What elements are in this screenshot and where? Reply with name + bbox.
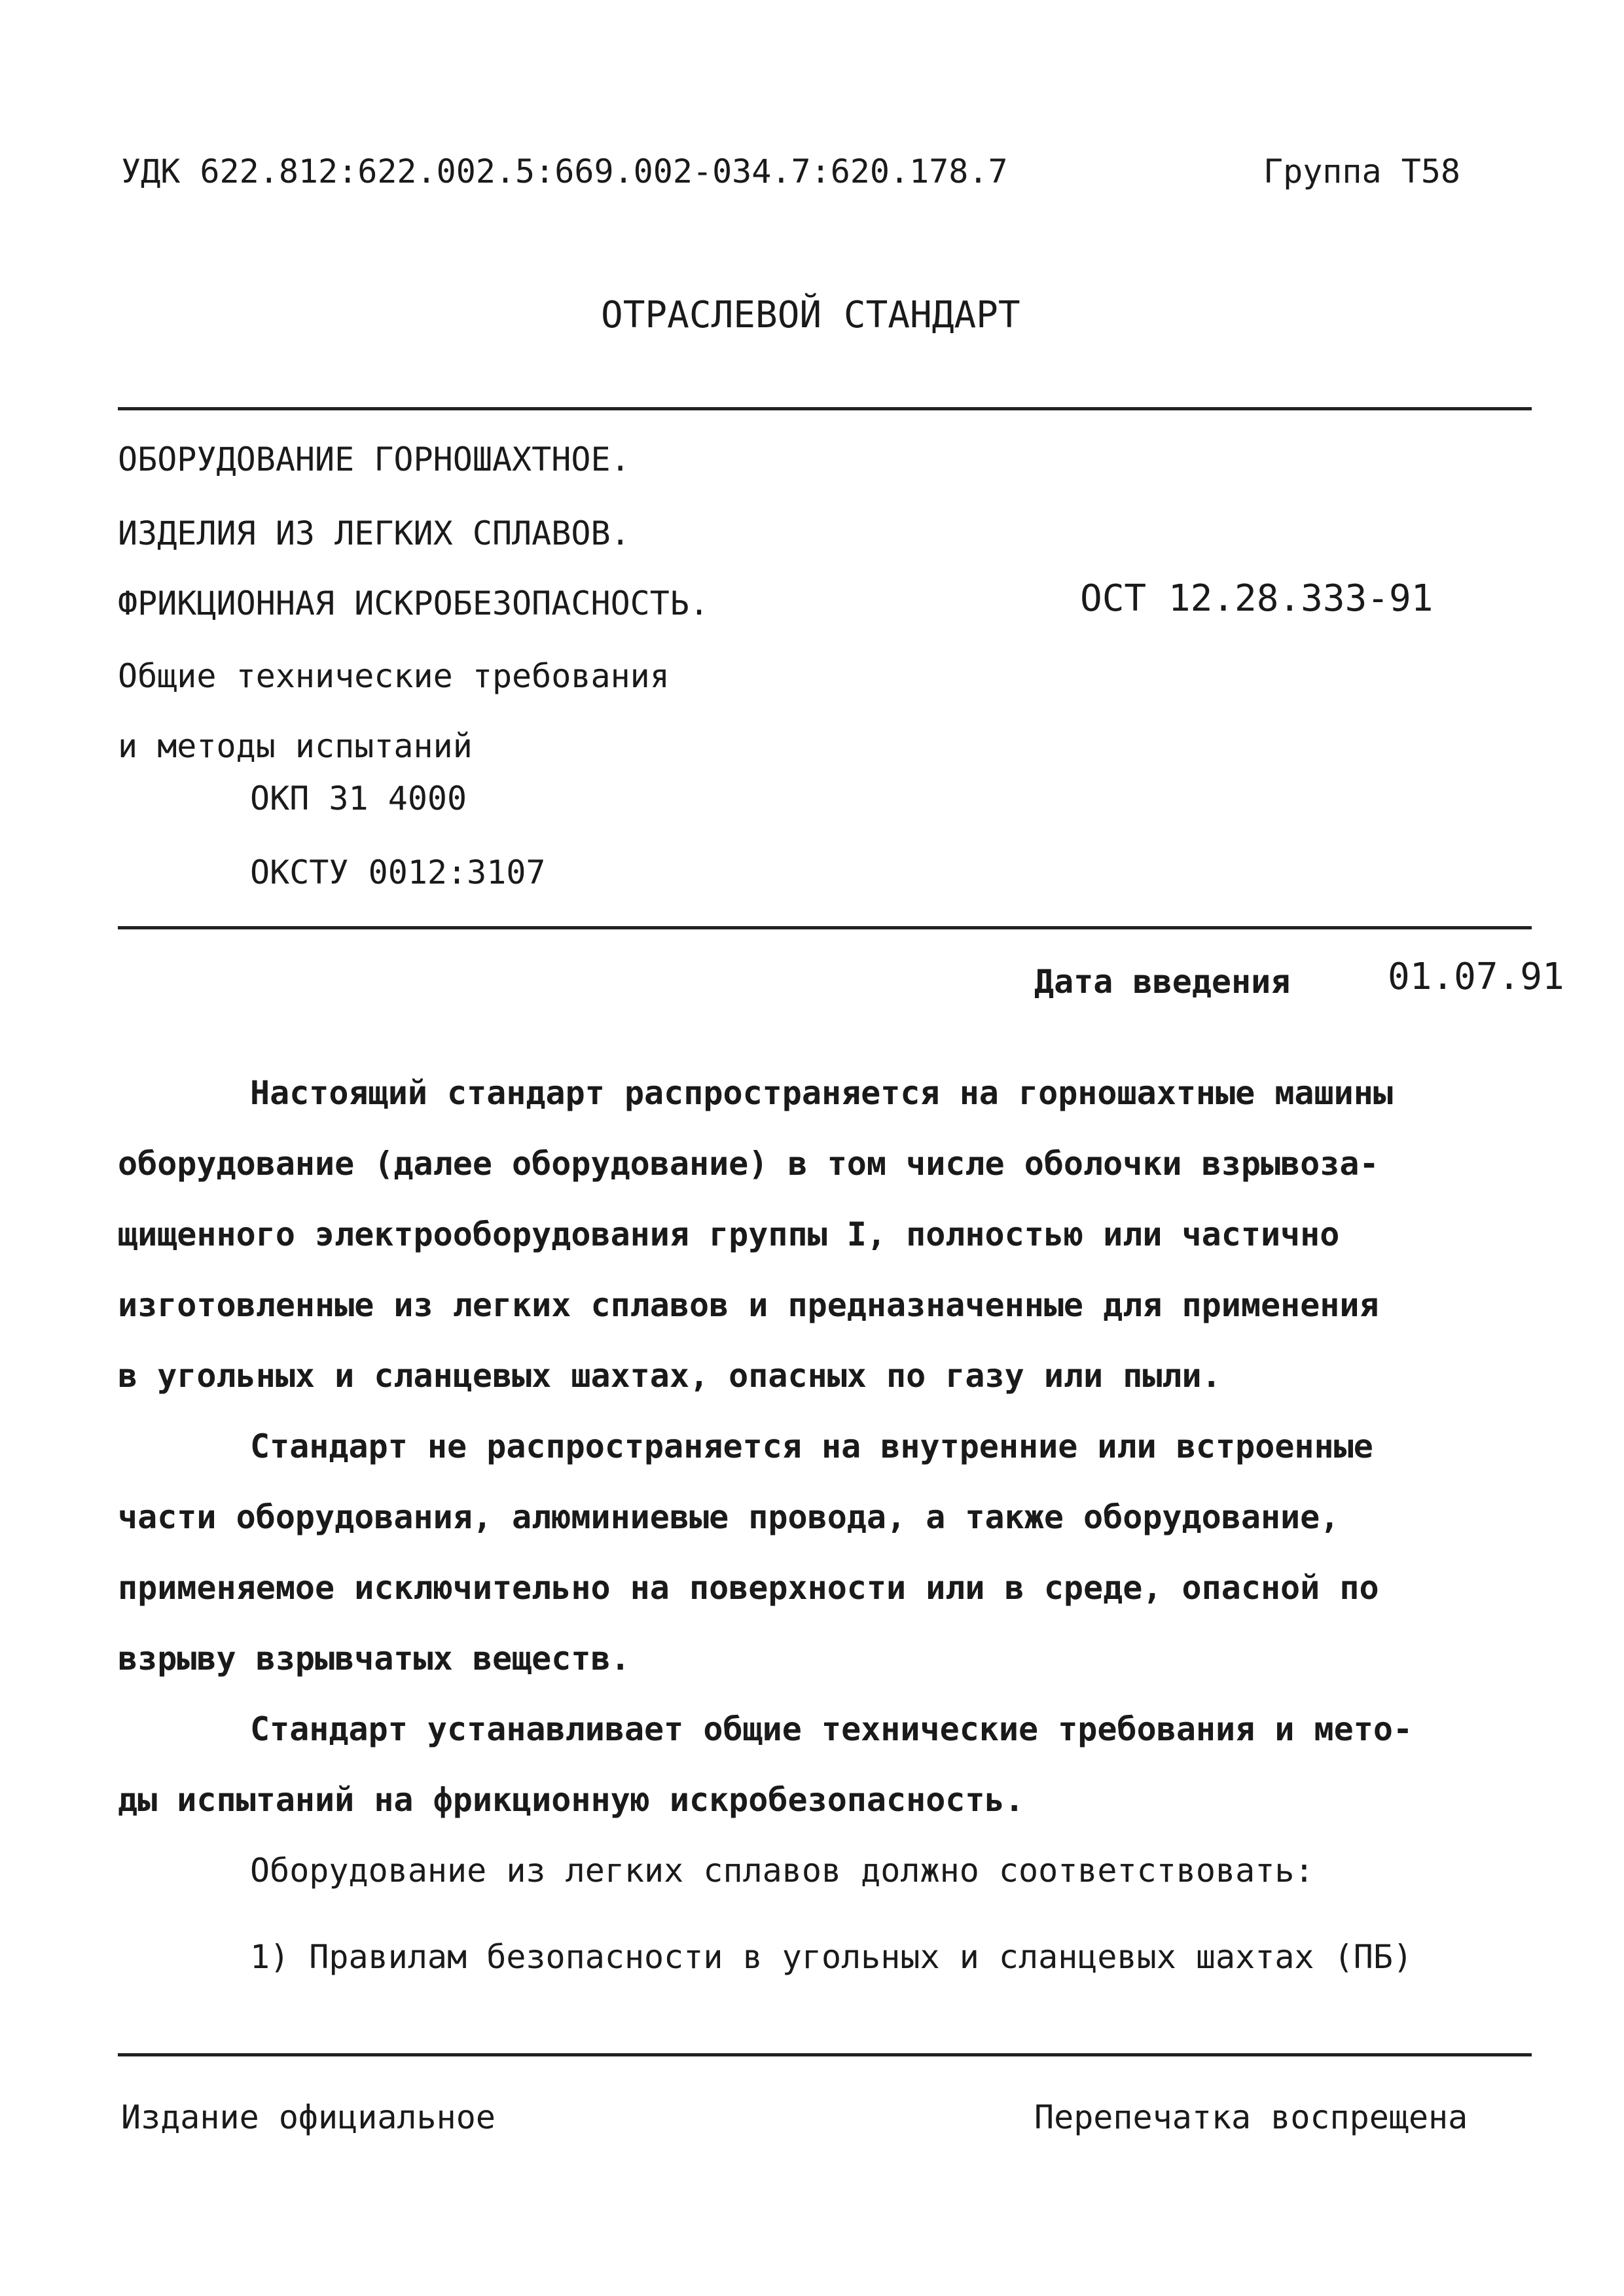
footer-reprint-notice: Перепечатка воспрещена xyxy=(1034,2098,1468,2136)
udk-code: УДК 622.812:622.002.5:669.002-034.7:620.178.7 xyxy=(121,152,1008,190)
group-code: Группа Т58 xyxy=(1263,152,1461,190)
okp-code: ОКП 31 4000 xyxy=(250,780,467,817)
intro-date-value: 01.07.91 xyxy=(1388,956,1564,998)
title-line-3: ФРИКЦИОННАЯ ИСКРОБЕЗОПАСНОСТЬ. xyxy=(118,584,710,622)
ost-number: ОСТ 12.28.333-91 xyxy=(1080,577,1434,620)
body-p2-line-3: применяемое исключительно на поверхности или в среде, опасной по xyxy=(118,1569,1379,1607)
body-p1-line-4: изготовленные из легких сплавов и предназначенные для применения xyxy=(118,1286,1379,1324)
body-p1-line-1: Настоящий стандарт распространяется на горношахтные машины xyxy=(250,1074,1393,1112)
body-p2-line-4: взрыву взрывчатых веществ. xyxy=(118,1640,630,1677)
body-p1-line-2: оборудование (далее оборудование) в том числе оболочки взрывоза- xyxy=(118,1145,1379,1183)
middle-divider xyxy=(118,926,1532,929)
body-p3-line-2: ды испытаний на фрикционную искробезопасность. xyxy=(118,1781,1024,1819)
footer-divider xyxy=(118,2053,1532,2056)
top-divider xyxy=(118,407,1532,410)
body-p3-line-1: Стандарт устанавливает общие технические требования и мето- xyxy=(250,1710,1413,1748)
body-p5: 1) Правилам безопасности в угольных и сланцевых шахтах (ПБ) xyxy=(250,1938,1413,1976)
title-line-1: ОБОРУДОВАНИЕ ГОРНОШАХТНОЕ. xyxy=(118,440,630,478)
body-p1-line-3: щищенного электрооборудования группы I, полностью или частично xyxy=(118,1215,1340,1253)
oksty-code: ОКСТУ 0012:3107 xyxy=(250,853,546,891)
title-line-5: и методы испытаний xyxy=(118,727,473,765)
title-line-4: Общие технические требования xyxy=(118,657,670,695)
body-p1-line-5: в угольных и сланцевых шахтах, опасных по газу или пыли. xyxy=(118,1357,1221,1395)
title-line-2: ИЗДЕЛИЯ ИЗ ЛЕГКИХ СПЛАВОВ. xyxy=(118,514,630,552)
body-p4: Оборудование из легких сплавов должно соответствовать: xyxy=(250,1852,1314,1890)
body-p2-line-2: части оборудования, алюминиевые провода, а также оборудование, xyxy=(118,1498,1340,1536)
footer-edition: Издание официальное xyxy=(121,2098,496,2136)
intro-date-label: Дата введения xyxy=(1034,963,1291,1001)
body-p2-line-1: Стандарт не распространяется на внутренние или встроенные xyxy=(250,1427,1373,1465)
document-type: ОТРАСЛЕВОЙ СТАНДАРТ xyxy=(601,294,1020,336)
